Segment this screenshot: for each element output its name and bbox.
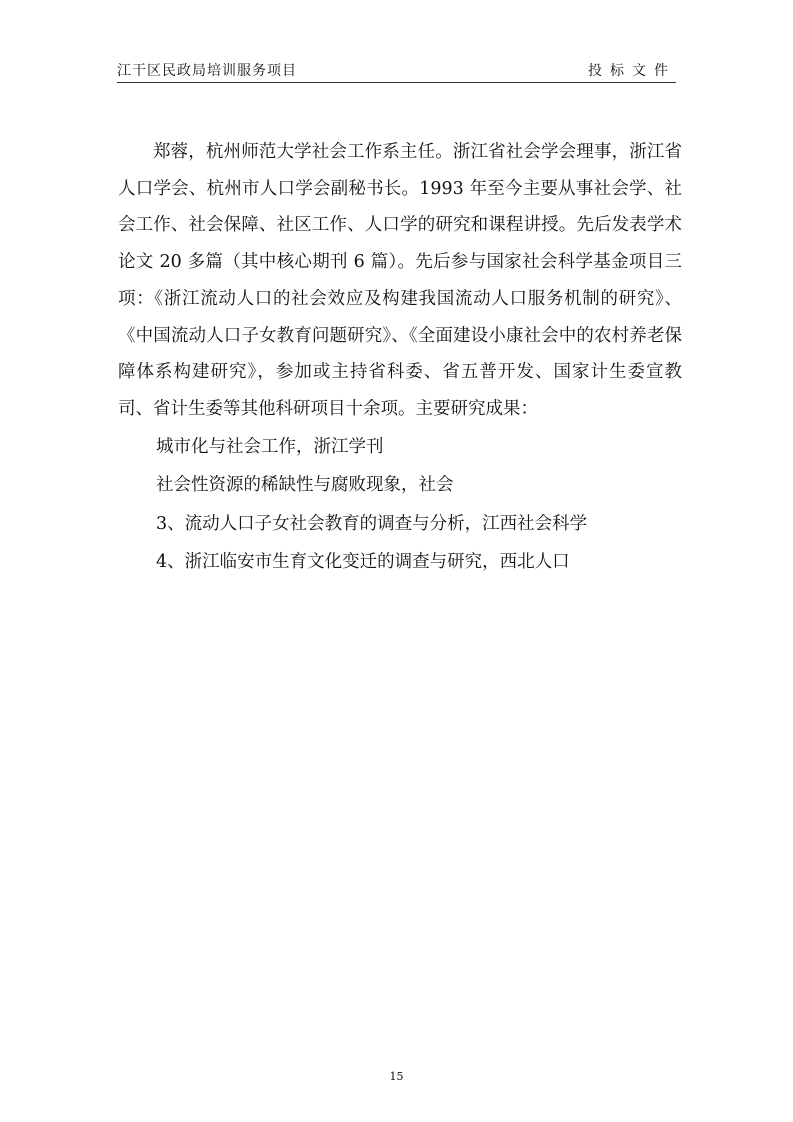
- research-item: 3、流动人口子女社会教育的调查与分析，江西社会科学: [156, 513, 588, 534]
- header-document-type: 投标文件: [588, 63, 676, 79]
- research-results-list: [118, 428, 682, 582]
- header-project-title: 江干区民政局培训服务项目: [117, 63, 297, 79]
- page-header: [117, 60, 676, 83]
- biography-paragraph: 郑蓉，杭州师范大学社会工作系主任。浙江省社会学会理事，浙江省人口学会、杭州市人口学会副秘书长。1993 年至今主要从事社会学、社会工作、社会保障、社区工作、人口学的研究和课程讲授。先后发表学术论文 20 多篇（其中核心期刊 6 篇）。先后参与国家社会科学基金项目三项：《浙江流动人口的社会效应及构建我国流动人口服务机制的研究》、《中国流动人口子女教育问题研究》、《全面建设小康社会中的农村养老保障体系构建研究》，参加或主持省科委、省五普开发、国家计生委宣教司、省计生委等其他科研项目十余项。主要研究成果：: [118, 142, 682, 419]
- research-item: 城市化与社会工作，浙江学刊: [156, 436, 384, 457]
- research-item: 社会性资源的稀缺性与腐败现象，社会: [156, 475, 454, 496]
- page-number: 15: [389, 1070, 404, 1083]
- research-item: 4、浙江临安市生育文化变迁的调查与研究，西北人口: [156, 552, 570, 573]
- page-content: [118, 134, 682, 582]
